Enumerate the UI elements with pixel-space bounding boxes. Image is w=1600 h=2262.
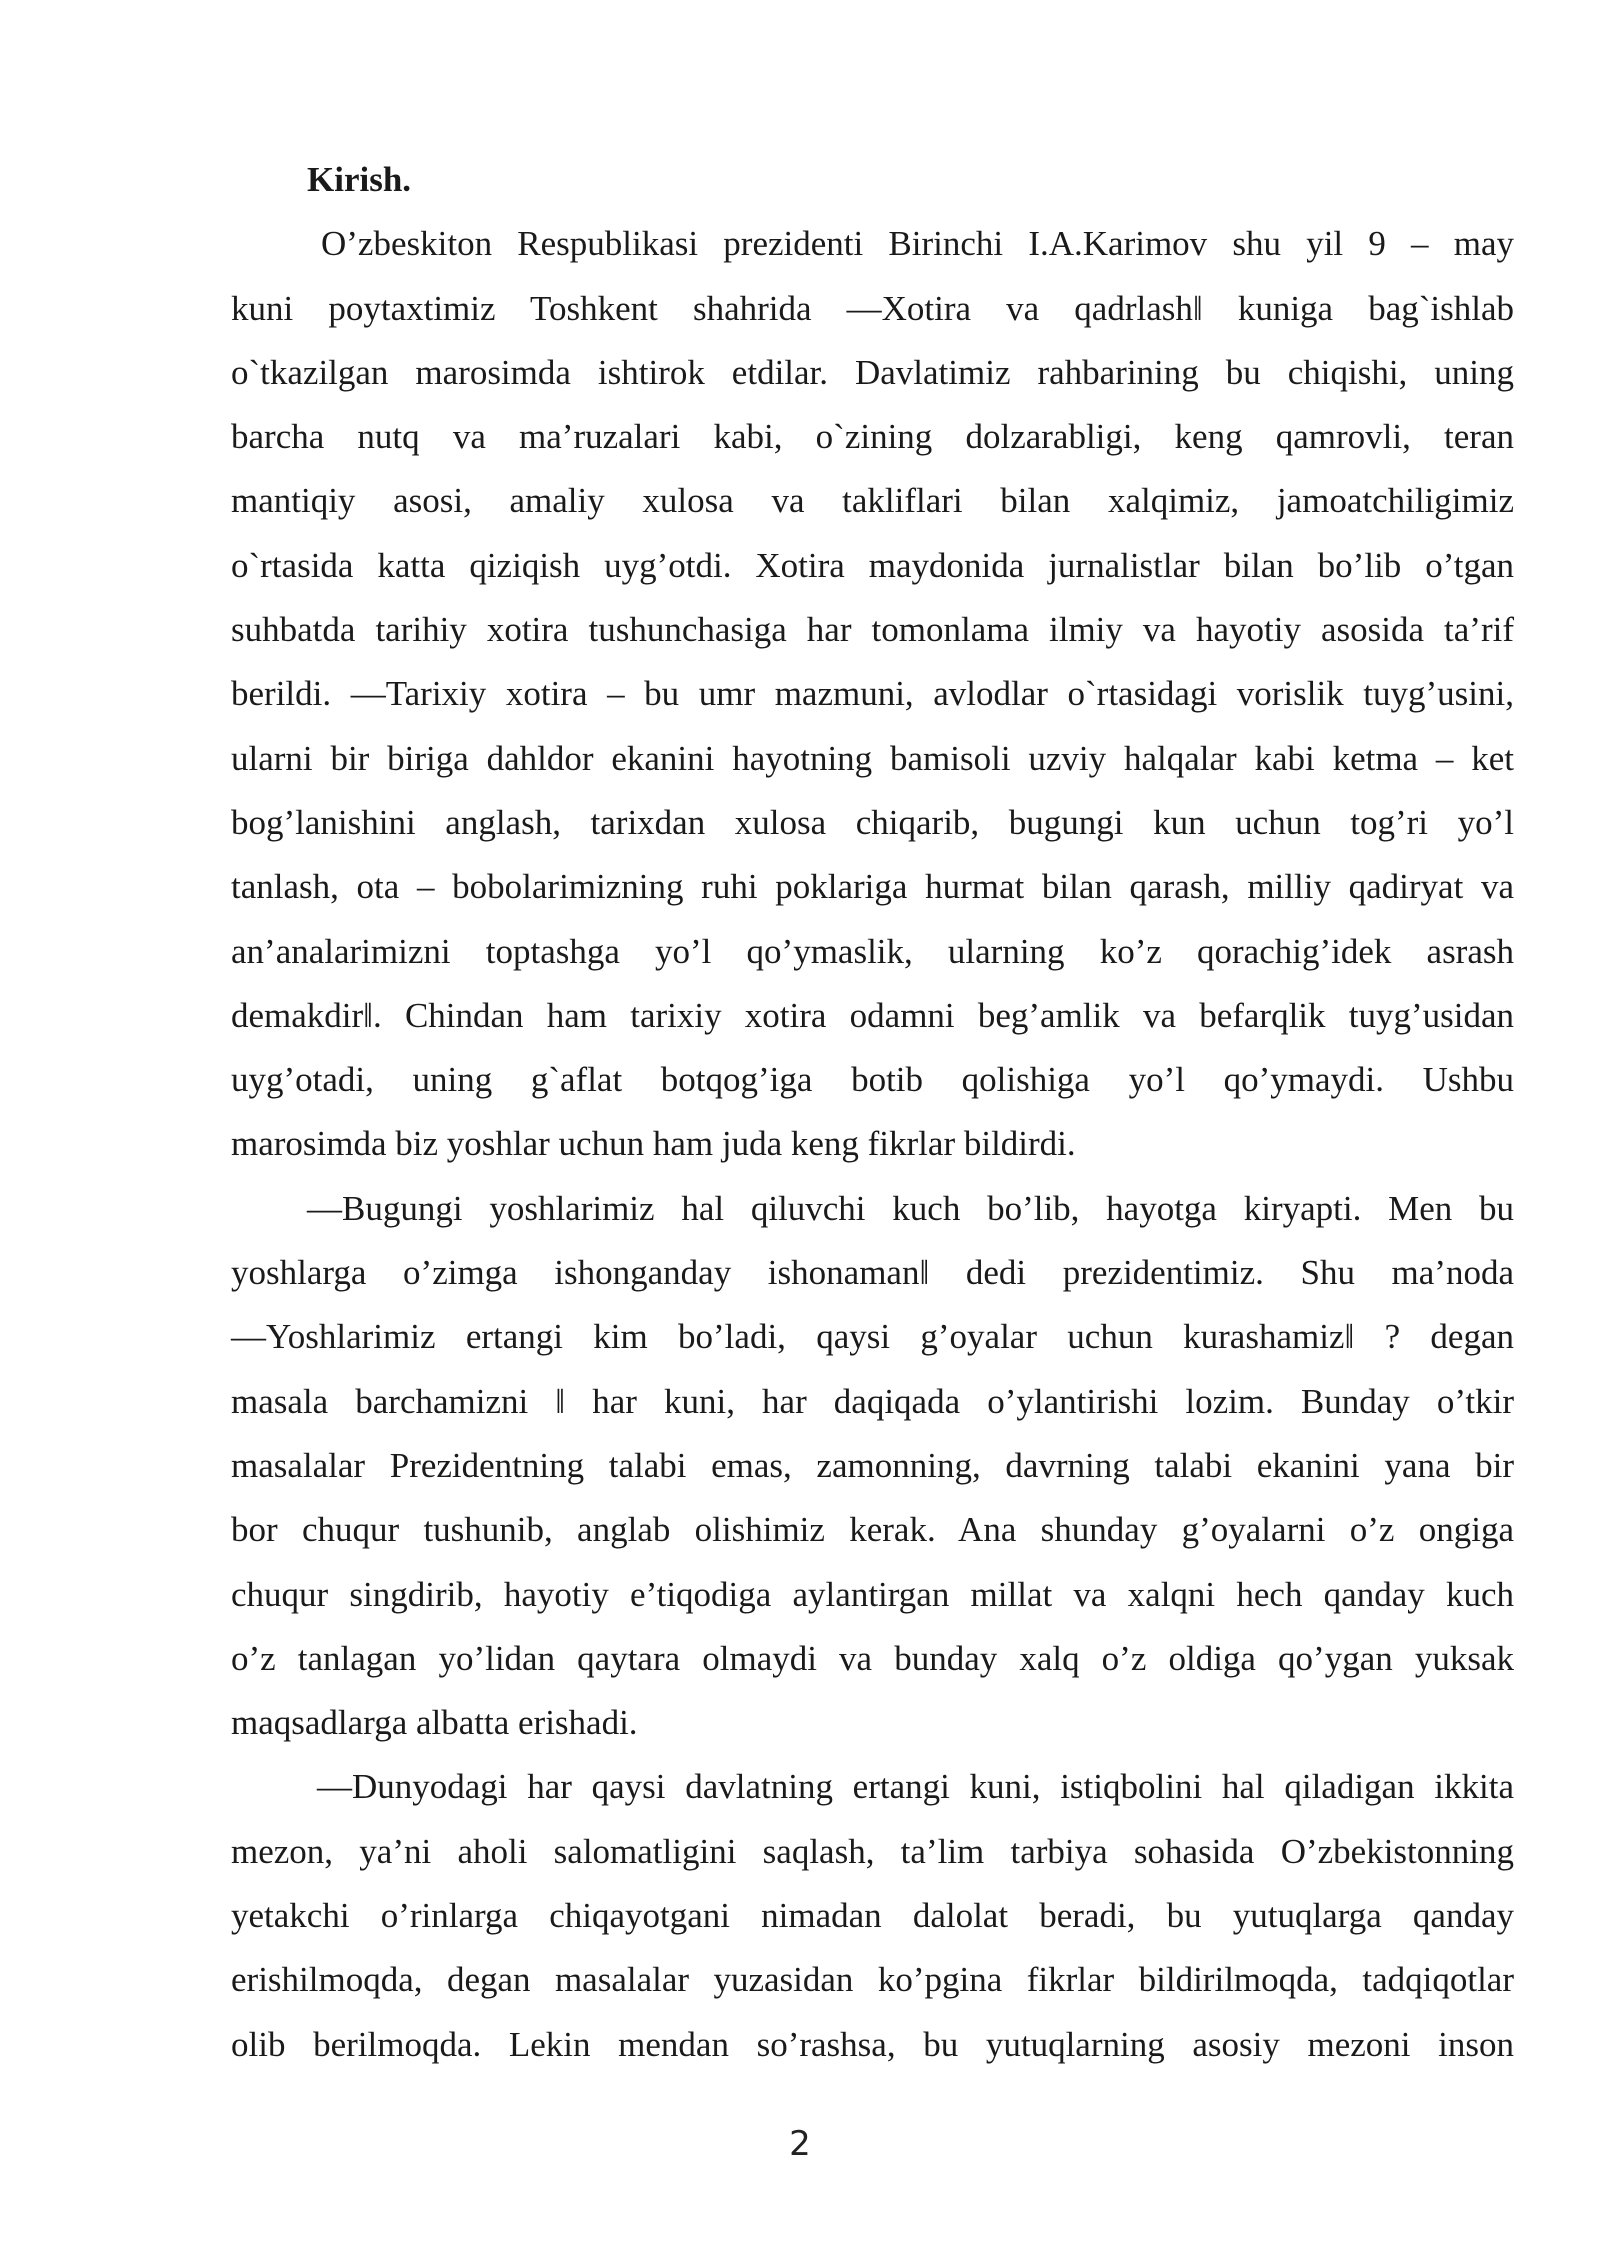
text-line: kuni poytaxtimiz Toshkent shahrida ―Xotira va qadrlash‖ kuniga bag`ishlab [231, 288, 1514, 328]
text-line: mantiqiy asosi, amaliy xulosa va takliflari bilan xalqimiz, jamoatchiligimiz [231, 481, 1514, 521]
text-line: masalalar Prezidentning talabi emas, zamonning, davrning talabi ekanini yana bir [231, 1445, 1514, 1485]
text-line: yetakchi o’rinlarga chiqayotgani nimadan dalolat beradi, bu yutuqlarga qanday [231, 1896, 1514, 1936]
text-line: O’zbeskiton Respublikasi prezidenti Birinchi I.A.Karimov shu yil 9 – may [321, 224, 1514, 264]
text-line: o’z tanlagan yo’lidan qaytara olmaydi va bunday xalq o’z oldiga qo’ygan yuksak [231, 1638, 1514, 1678]
section-heading: Kirish. [307, 160, 412, 199]
text-line: tanlash, ota – bobolarimizning ruhi poklariga hurmat bilan qarash, milliy qadiryat va [231, 867, 1514, 907]
text-line: masala barchamizni ‖ har kuni, har daqiqada o’ylantirishi lozim. Bunday o’tkir [231, 1381, 1514, 1421]
text-line: bor chuqur tushunib, anglab olishimiz kerak. Ana shunday g’oyalarni o’z ongiga [231, 1510, 1514, 1550]
document-body [231, 148, 1514, 2077]
text-line: bog’lanishini anglash, tarixdan xulosa chiqarib, bugungi kun uchun tog’ri yo’l [231, 802, 1514, 842]
text-line: maqsadlarga albatta erishadi. [231, 1703, 638, 1743]
text-line: marosimda biz yoshlar uchun ham juda keng fikrlar bildirdi. [231, 1124, 1076, 1164]
text-line: ―Yoshlarimiz ertangi kim bo’ladi, qaysi g’oyalar uchun kurashamiz‖ ? degan [231, 1317, 1514, 1357]
text-line: demakdir‖. Chindan ham tarixiy xotira odamni beg’amlik va befarqlik tuyg’usidan [231, 995, 1514, 1035]
paragraph-2 [231, 1177, 1514, 1756]
page-number: 2 [789, 2124, 811, 2164]
text-line: chuqur singdirib, hayotiy e’tiqodiga aylantirgan millat va xalqni hech qanday kuch [231, 1574, 1514, 1614]
text-line: berildi. ―Tarixiy xotira – bu umr mazmuni, avlodlar o`rtasidagi vorislik tuyg’usini, [231, 674, 1514, 714]
text-line: ularni bir biriga dahldor ekanini hayotning bamisoli uzviy halqalar kabi ketma – ket [231, 738, 1514, 778]
text-line: erishilmoqda, degan masalalar yuzasidan ko’pgina fikrlar bildirilmoqda, tadqiqotlar [231, 1960, 1514, 2000]
text-line: olib berilmoqda. Lekin mendan so’rashsa, bu yutuqlarning asosiy mezoni inson [231, 2024, 1514, 2064]
text-line: o`rtasida katta qiziqish uyg’otdi. Xotira maydonida jurnalistlar bilan bo’lib o’tgan [231, 545, 1514, 585]
text-line: yoshlarga o’zimga ishonganday ishonaman‖ dedi prezidentimiz. Shu ma’noda [231, 1253, 1514, 1293]
text-line: uyg’otadi, uning g`aflat botqog’iga botib qolishiga yo’l qo’ymaydi. Ushbu [231, 1060, 1514, 1100]
text-line: ―Dunyodagi har qaysi davlatning ertangi kuni, istiqbolini hal qiladigan ikkita [317, 1767, 1514, 1807]
text-line: o`tkazilgan marosimda ishtirok etdilar. Davlatimiz rahbarining bu chiqishi, uning [231, 352, 1514, 392]
text-line: mezon, ya’ni aholi salomatligini saqlash, ta’lim tarbiya sohasida O’zbekistonning [231, 1831, 1514, 1871]
text-line: an’analarimizni toptashga yo’l qo’ymaslik, ularning ko’z qorachig’idek asrash [231, 931, 1514, 971]
paragraph-3 [231, 1755, 1514, 2076]
text-line: barcha nutq va ma’ruzalari kabi, o`zining dolzarabligi, keng qamrovli, teran [231, 417, 1514, 457]
text-line: ―Bugungi yoshlarimiz hal qiluvchi kuch bo’lib, hayotga kiryapti. Men bu [307, 1188, 1514, 1228]
text-line: suhbatda tarihiy xotira tushunchasiga har tomonlama ilmiy va hayotiy asosida ta’rif [231, 610, 1514, 650]
paragraph-1 [231, 212, 1514, 1176]
